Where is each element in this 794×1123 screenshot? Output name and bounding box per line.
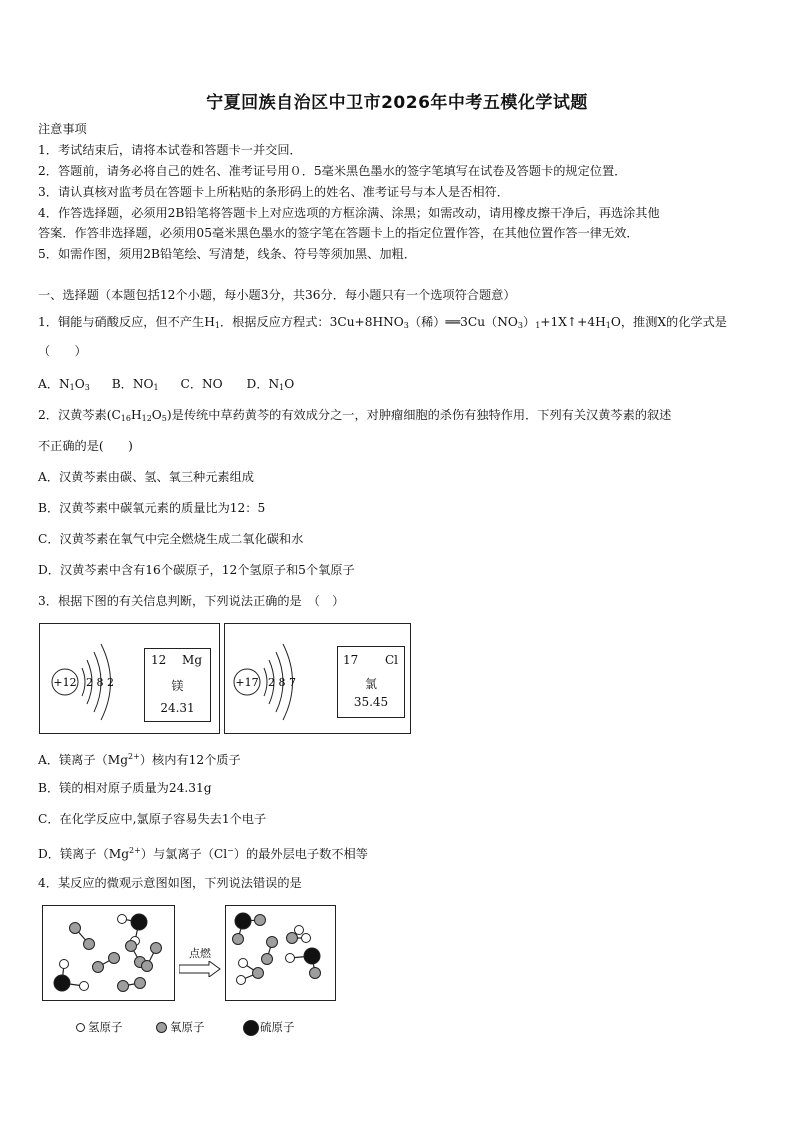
cl-atomic-mass: 35.45 [353, 695, 389, 709]
question-4-stem: 4．某反应的微观示意图如图，下列说法错误的是 [38, 876, 302, 890]
cl-shell-labels: 2 8 7 [268, 676, 296, 689]
reaction-arrow [179, 945, 221, 981]
q2-option-c: C．汉黄芩素在氧气中完全燃烧生成二氧化碳和水 [38, 532, 304, 546]
cl-nucleus-label: +17 [235, 676, 259, 689]
reactant-molecules-diagram [43, 906, 174, 1000]
cl-symbol: Cl [384, 653, 398, 667]
arrow-label: 点燃 [189, 947, 211, 960]
legend-oxygen: 氧原子 [156, 1019, 205, 1035]
section-heading: 一、选择题（本题包括12个小题，每小题3分，共36分．每小题只有一个选项符合题意） [38, 288, 516, 302]
mg-element-card [144, 648, 211, 722]
mg-symbol: Mg [182, 653, 202, 667]
reactants-box [42, 905, 175, 1001]
cl-name: 氯 [364, 677, 377, 691]
hydrogen-atom-icon [76, 1023, 85, 1032]
question-3-stem: 3．根据下图的有关信息判断，下列说法正确的是 （ ） [38, 594, 345, 608]
q3-option-c: C．在化学反应中,氯原子容易失去1个电子 [38, 812, 267, 826]
mg-nucleus-label: +12 [53, 676, 77, 689]
note-item-5: 5．如需作图，须用2B铅笔绘、写清楚，线条、符号等须加黑、加粗． [38, 247, 416, 261]
cl-atomic-number: 17 [343, 653, 359, 667]
right-arrow-icon [179, 961, 221, 977]
note-item-4-cont: 答案．作答非选择题，必须用05毫米黑色墨水的签字笔在答题卡上的指定位置作答，在其他位置作答一律无效． [38, 226, 639, 240]
chlorine-figure [224, 623, 411, 734]
question-2-stem-cont: 不正确的是( ) [38, 439, 133, 453]
q1-option-c: C．NO [180, 377, 223, 391]
q2-option-b: B．汉黄芩素中碳氧元素的质量比为12：5 [38, 501, 266, 515]
legend-sulfur: 硫原子 [243, 1019, 295, 1036]
sulfur-atom-icon [243, 1020, 259, 1036]
notes-heading: 注意事项 [38, 122, 87, 136]
q2-option-d: D．汉黄芩素中含有16个碳原子，12个氢原子和5个氧原子 [38, 563, 355, 577]
mg-atomic-number: 12 [151, 653, 167, 667]
page-title: 宁夏回族自治区中卫市2026年中考五模化学试题 [206, 93, 588, 113]
note-item-1: 1．考试结束后，请将本试卷和答题卡一并交回． [38, 143, 302, 157]
q2-option-a: A．汉黄芩素由碳、氢、氧三种元素组成 [38, 470, 254, 484]
mg-shell-labels: 2 8 2 [86, 676, 114, 689]
product-molecules-diagram [226, 906, 335, 1000]
note-item-3: 3．请认真核对监考员在答题卡上所粘贴的条形码上的姓名、准考证号与本人是否相符． [38, 185, 509, 199]
q3-option-b: B．镁的相对原子质量为24.31g [38, 781, 212, 795]
note-item-2: 2．答题前，请务必将自己的姓名、准考证号用０．5毫米黑色墨水的签字笔填写在试卷及答题卡的规定位置． [38, 164, 627, 178]
question-2-stem: 2．汉黄芩素$(C_{16}H_{12}O_5)$是传统中草药黄芩的有效成分之一，对肿瘤细胞的杀伤有独特作用．下列有关汉黄芩素的叙述 [38, 408, 672, 423]
mg-name: 镁 [171, 679, 184, 693]
oxygen-atom-icon [156, 1022, 167, 1033]
question-1-stem: 1．铜能与硝酸反应，但不产生$H_1$．根据反应方程式：$3Cu+8HNO_3$（稀）$══3Cu(NO_3)_1+1X↑+4H_1O$，推测X的化学式是 [38, 315, 727, 330]
magnesium-figure [39, 623, 220, 734]
products-box [225, 905, 336, 1001]
question-1-options [38, 376, 294, 396]
question-1-blank: （ ） [38, 344, 87, 358]
legend-hydrogen: 氢原子 [76, 1019, 123, 1035]
cl-element-card [337, 646, 405, 718]
q1-option-a: A．$N_1O_3$ [38, 377, 90, 392]
q3-option-a: A．镁离子$(Mg^{2+})$核内有12个质子 [38, 752, 241, 767]
mg-atomic-mass: 24.31 [160, 701, 195, 715]
q1-option-b: B．$NO_1$ [111, 377, 159, 392]
q1-option-d: D．$N_1O$ [246, 377, 295, 392]
q3-option-d: D．镁离子$(Mg^{2+})$与氯离子（Cl−）的最外层电子数不相等 [38, 846, 368, 861]
note-item-4: 4．作答选择题，必须用2B铅笔将答题卡上对应选项的方框涂满、涂黑；如需改动，请用橡皮擦干净后，再选涂其他 [38, 206, 660, 220]
